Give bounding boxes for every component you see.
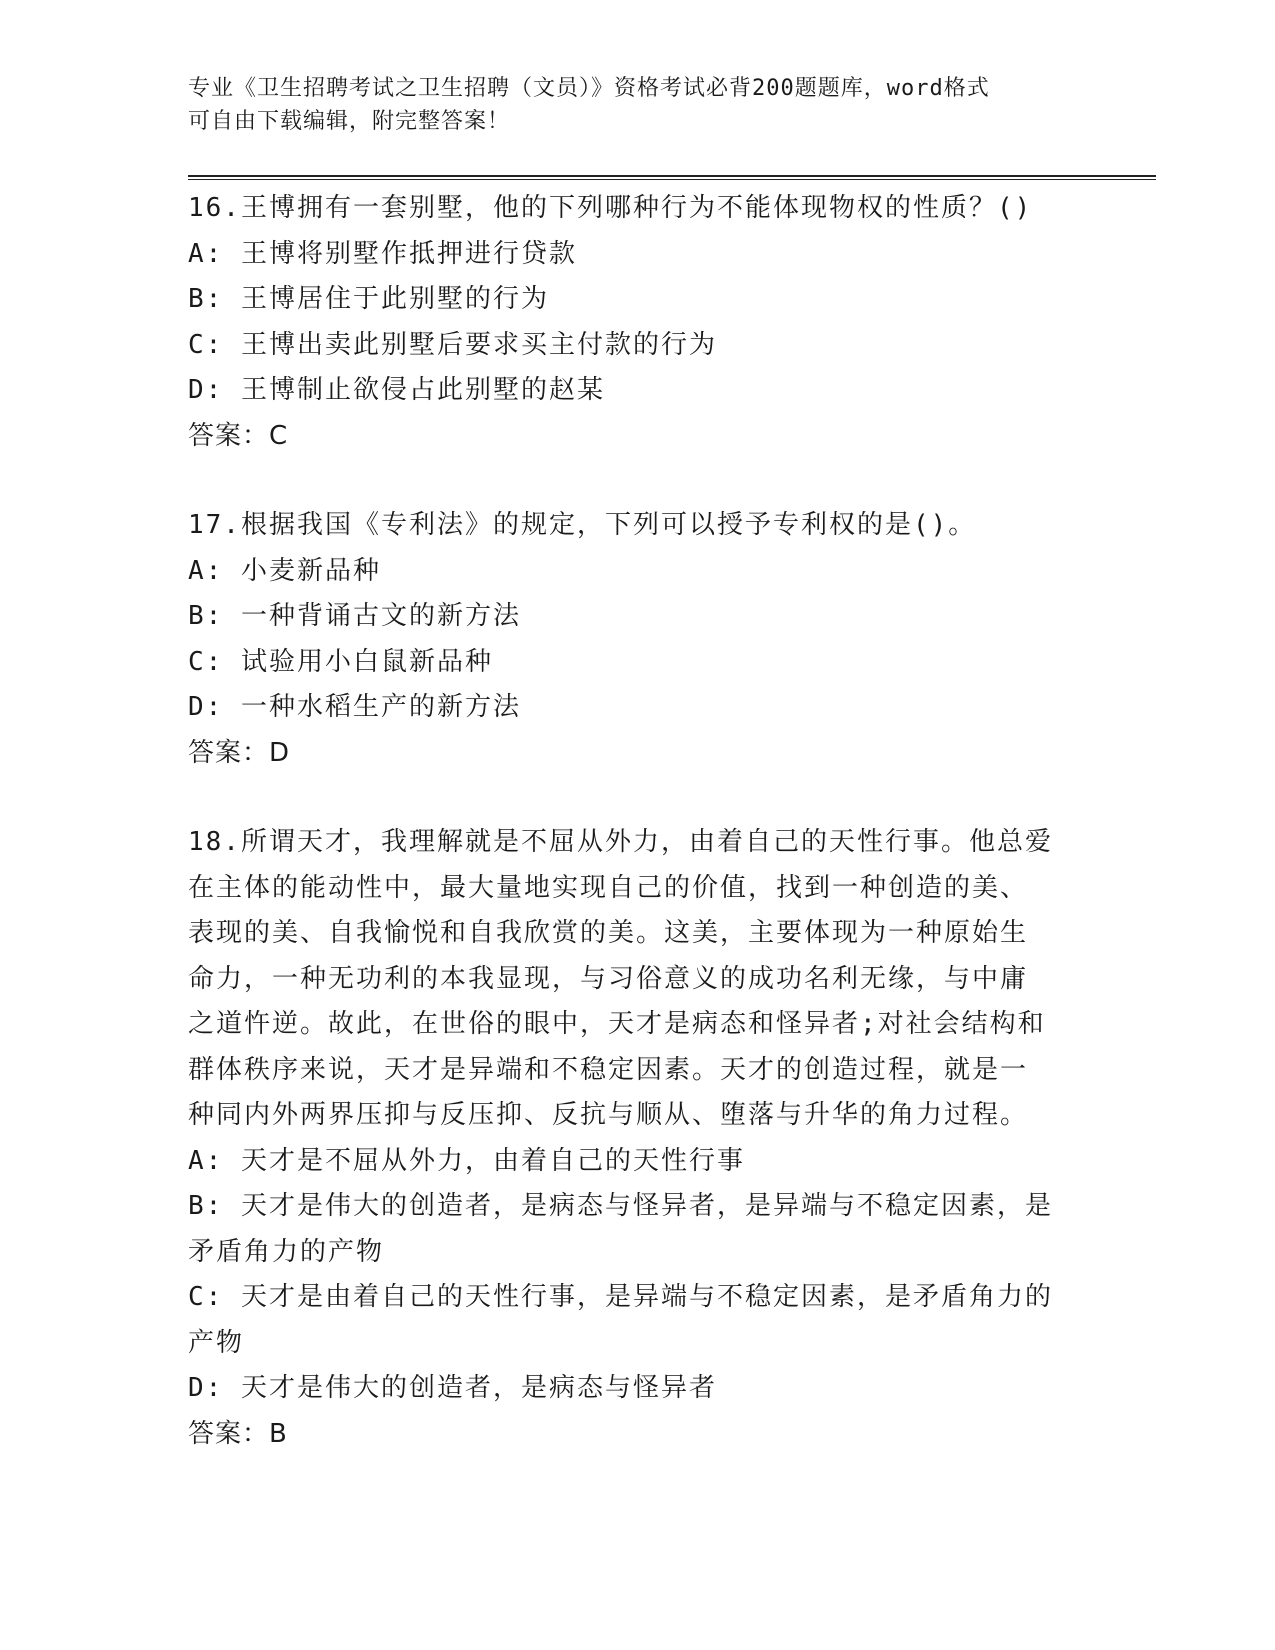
- option-c: C: 天才是由着自己的天性行事，是异端与不稳定因素，是矛盾角力的: [188, 1282, 1053, 1312]
- question-stem-line: 表现的美、自我愉悦和自我欣赏的美。这美，主要体现为一种原始生: [188, 918, 1029, 948]
- question-stem-line: 18.所谓天才，我理解就是不屈从外力，由着自己的天性行事。他总爱: [188, 827, 1053, 857]
- option-b: B: 王博居住于此别墅的行为: [188, 284, 549, 314]
- header-line-1: 专业《卫生招聘考试之卫生招聘（文员）》资格考试必背200题题库，word格式: [188, 76, 990, 101]
- option-a: A: 天才是不屈从外力，由着自己的天性行事: [188, 1145, 745, 1176]
- answer-label: 答案：C: [188, 420, 289, 451]
- option-d: D: 王博制止欲侵占此别墅的赵某: [188, 375, 605, 405]
- question-stem-line: 之道忤逆。故此，在世俗的眼中，天才是病态和怪异者;对社会结构和: [188, 1009, 1046, 1039]
- answer-label: 答案：B: [188, 1418, 288, 1449]
- option-b: B: 天才是伟大的创造者，是病态与怪异者，是异端与不稳定因素，是: [188, 1191, 1053, 1221]
- answer-label: 答案：D: [188, 737, 291, 768]
- option-c: C: 试验用小白鼠新品种: [188, 646, 493, 677]
- question-stem-line: 群体秩序来说，天才是异端和不稳定因素。天才的创造过程，就是一: [188, 1054, 1029, 1085]
- header-divider: [188, 175, 1156, 180]
- option-b-continued: 矛盾角力的产物: [188, 1236, 385, 1267]
- question-stem-line: 在主体的能动性中，最大量地实现自己的价值，找到一种创造的美、: [188, 872, 1029, 903]
- question-stem: 16.王博拥有一套别墅，他的下列哪种行为不能体现物权的性质？(): [188, 193, 1033, 223]
- question-stem-line: 命力，一种无功利的本我显现，与习俗意义的成功名利无缘，与中庸: [188, 963, 1029, 994]
- option-c: C: 王博出卖此别墅后要求买主付款的行为: [188, 329, 717, 360]
- option-b: B: 一种背诵古文的新方法: [188, 601, 521, 631]
- question-list: [188, 186, 1068, 1457]
- option-d: D: 天才是伟大的创造者，是病态与怪异者: [188, 1373, 717, 1403]
- question-18: [188, 820, 1068, 1457]
- header-line-2: 可自由下载编辑，附完整答案！: [188, 109, 511, 134]
- question-stem: 17.根据我国《专利法》的规定，下列可以授予专利权的是()。: [188, 510, 977, 540]
- document-header: [188, 72, 1068, 138]
- option-c-continued: 产物: [188, 1327, 245, 1358]
- spacer: [188, 776, 1068, 820]
- question-16: [188, 186, 1068, 459]
- option-a: A: 小麦新品种: [188, 555, 381, 586]
- question-stem-line: 种同内外两界压抑与反压抑、反抗与顺从、堕落与升华的角力过程。: [188, 1100, 1029, 1130]
- option-d: D: 一种水稻生产的新方法: [188, 692, 521, 722]
- question-17: [188, 503, 1068, 776]
- option-a: A: 王博将别墅作抵押进行贷款: [188, 238, 577, 269]
- spacer: [188, 459, 1068, 503]
